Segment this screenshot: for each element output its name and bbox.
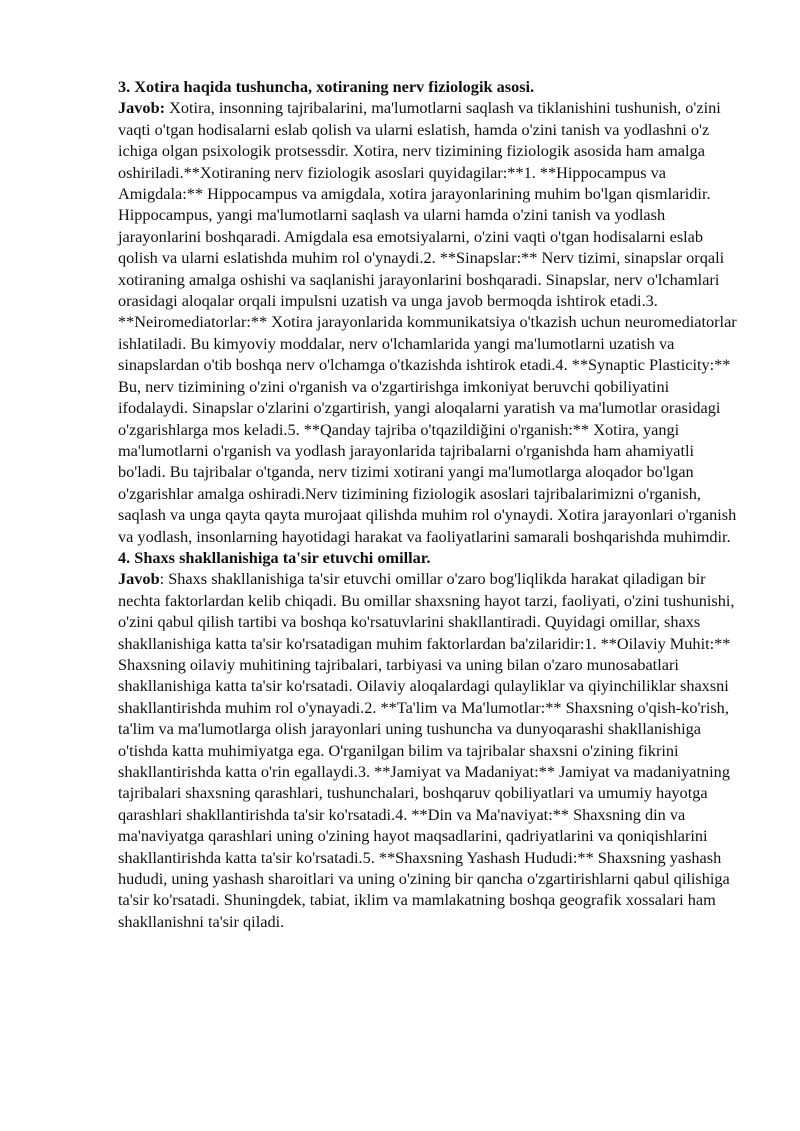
answer-paragraph [118,568,740,932]
answer-text: : Shaxs shakllanishiga ta'sir etuvchi omillar o'zaro bog'liqlikda harakat qiladigan bir nechta faktorlardan kelib chiqadi. Bu omillar shaxsning hayot tarzi, faoliyati, o'zini tushunishi, o'zini qabul qilish tartibi va boshqa ko'rsatuvlarini shakllantiradi. Quyidagi omillar, shaxs shakllanishiga katta ta'sir ko'rsatadigan muhim faktorlardan ba'zilaridir:1. **Oilaviy Muhit:** Shaxsning oilaviy muhitining tajribalari, tarbiyasi va uning bilan o'zaro munosabatlari shakllanishiga katta ta'sir ko'rsatadi. Oilaviy aloqalardagi qulayliklar va qiyinchiliklar shaxsni shakllantirishda muhim rol o'ynayadi.2. **Ta'lim va Ma'lumotlar:** Shaxsning o'qish-ko'rish, ta'lim va ma'lumotlarga olish jarayonlari uning tushuncha va dunyoqarashi shakllanishiga o'tishda katta muhimiyatga ega. O'rganilgan bilim va tajribalar shaxsni o'zining fikrini shakllantirishda katta o'rin egallaydi.3. **Jamiyat va Madaniyat:** Jamiyat va madaniyatning tajribalari shaxsning qarashlari, tushunchalari, boshqaruv qobiliyatlari va umumiy hayotga qarashlari shakllantirishda ta'sir ko'rsatadi.4. **Din va Ma'naviyat:** Shaxsning din va ma'naviyatga qarashlari uning o'zining hayot maqsadlarini, qadriyatlarini va qoniqishlarini shakllantirishda katta ta'sir ko'rsatadi.5. **Shaxsning Yashash Hududi:** Shaxsning yashash hududi, uning yashash sharoitlari va uning o'zining bir qancha o'zgartirishlarni qabul qilishiga ta'sir ko'rsatadi. Shuningdek, tabiat, iklim va mamlakatning boshqa geografik xossalari ham shakllanishni ta'sir qiladi. [118,569,735,931]
section-heading: 4. Shaxs shakllanishiga ta'sir etuvchi omillar. [118,547,431,567]
section-3 [118,76,740,547]
answer-label: Javob: [118,98,166,118]
answer-label: Javob [118,569,160,589]
section-heading: 3. Xotira haqida tushuncha, xotiraning nerv fiziologik asosi. [118,77,535,96]
answer-paragraph [118,97,740,547]
answer-text: Xotira, insonning tajribalarini, ma'lumotlarni saqlash va tiklanishini tushunish, o'zini vaqti o'tgan hodisalarni eslab qolish va ularni eslatish, hamda o'zini tanish va yodlashni o'z ichiga olgan psixologik protsessdir. Xotira, nerv tizimining fiziologik asosida ham amalga oshiriladi.**Xotiraning nerv fiziologik asoslari quyidagilar:**1. **Hippocampus va Amigdala:** Hippocampus va amigdala, xotira jarayonlarining muhim bo'lgan qismlaridir. Hippocampus, yangi ma'lumotlarni saqlash va ularni hamda o'zini tanish va yodlash jarayonlarini boshqaradi. Amigdala esa emotsiyalarni, o'zini vaqti o'tgan hodisalarni eslab qolish va ularni eslatishda muhim rol o'ynaydi.2. **Sinapslar:** Nerv tizimi, sinapslar orqali xotiraning amalga oshishi va saqlanishi jarayonlarini boshqaradi. Sinapslar, nerv o'lchamlari orasidagi aloqalar orqali impulsni uzatish va unga javob bermoqda ishtirok etadi.3. **Neiromediatorlar:** Xotira jarayonlarida kommunikatsiya o'tkazish uchun neuromediatorlar ishlatiladi. Bu kimyoviy moddalar, nerv o'lchamlarida yangi ma'lumotlarni uzatish va sinapslardan o'tib boshqa nerv o'lchamga o'tkazishda ishtirok etadi.4. **Synaptic Plasticity:** Bu, nerv tizimining o'zini o'rganish va o'zgartirishga imkoniyat beruvchi qobiliyatini ifodalaydi. Sinapslar o'zlarini o'zgartirish, yangi aloqalarni yaratish va ma'lumotlar orasidagi o'zgarishlarga mos keladi.5. **Qanday tajriba o'tqazildiğini o'rganish:** Xotira, yangi ma'lumotlarni o'rganish va yodlash jarayonlarida tajribalarni o'rganishda ham ahamiyatli bo'ladi. Bu tajribalar o'tganda, nerv tizimi xotirani yangi ma'lumotlarga aloqador bo'lgan o'zgarishlar amalga oshiradi.Nerv tizimining fiziologik asoslari tajribalarimizni o'rganish, saqlash va unga qayta qayta murojaat qilishda muhim rol o'ynaydi. Xotira jarayonlari o'rganish va yodlash, insonlarning hayotidagi harakat va faoliyatlarini samarali boshqarishda muhimdir. [118,98,737,546]
section-4 [118,547,740,932]
document-page [118,76,740,932]
